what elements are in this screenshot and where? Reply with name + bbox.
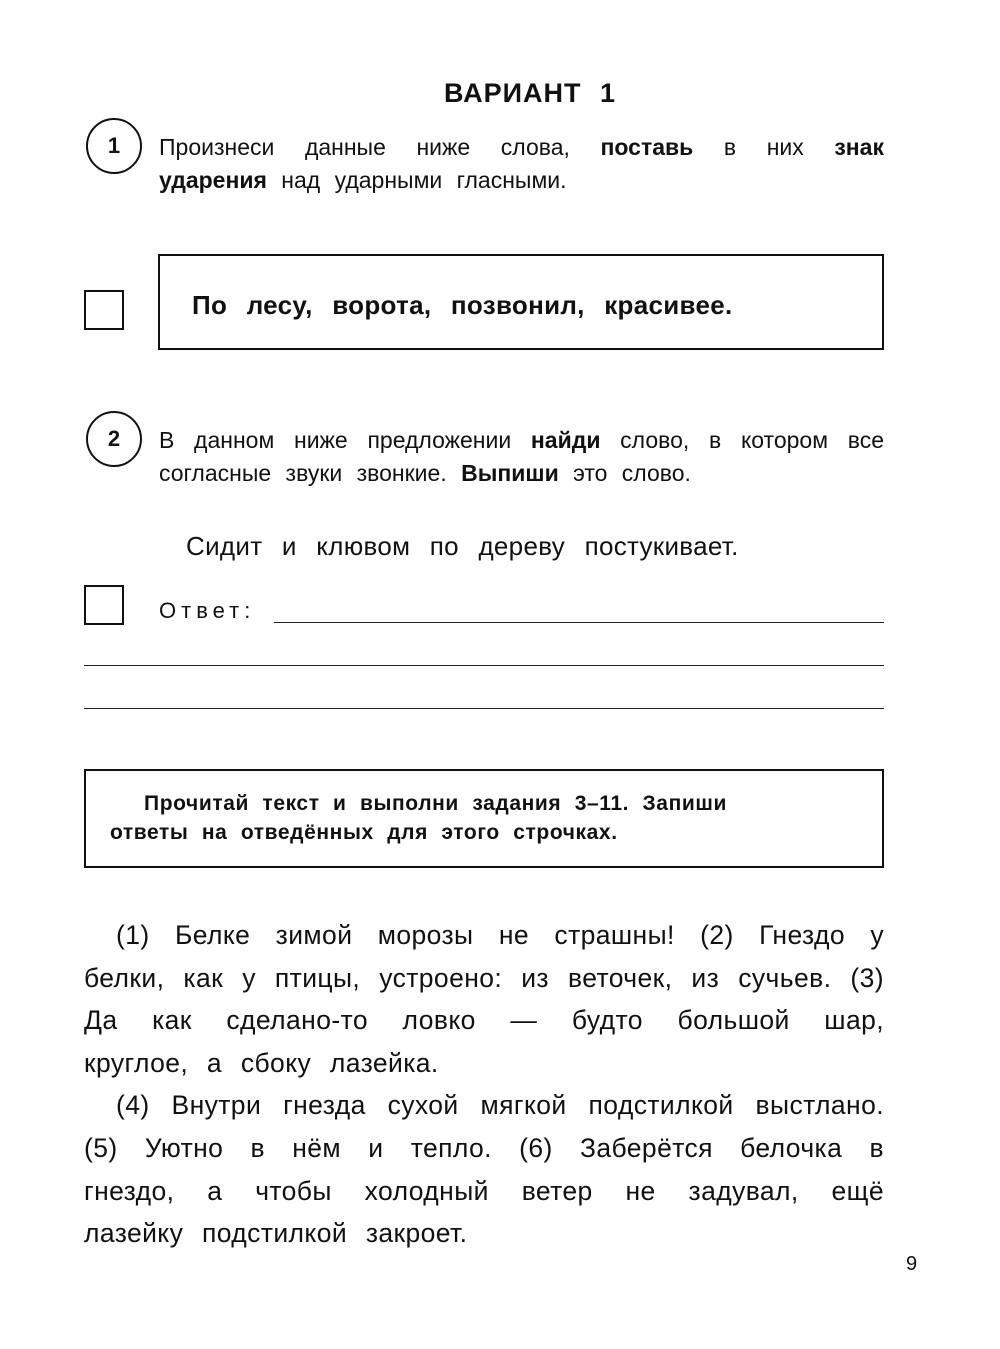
task-1-bold-1: поставь	[600, 134, 694, 160]
instruction-line-1: Прочитай текст и выполни задания 3–11. Запиши	[144, 792, 727, 815]
task-1-words-frame	[158, 254, 884, 350]
task-2-bold-1: найди	[530, 427, 601, 453]
answer-line-1[interactable]	[274, 622, 884, 623]
task-2-text-3: это слово.	[558, 460, 691, 486]
answer-line-3[interactable]	[84, 708, 884, 709]
task-1-text-3: над ударными гласными.	[266, 167, 567, 193]
answer-label: Ответ:	[159, 598, 256, 623]
task-2-text-2: слово, в котором все согласные звуки звонкие.	[159, 427, 884, 486]
task-1-text-2: в них	[693, 134, 835, 160]
instruction-box	[84, 769, 884, 868]
instruction-line-2: ответы на отведённых для этого строчках.	[110, 821, 618, 844]
story-text	[84, 914, 884, 1255]
task-2-score-box[interactable]	[84, 585, 124, 625]
task-2-bold-2: Выпиши	[461, 460, 559, 486]
task-1-score-box[interactable]	[84, 290, 124, 330]
page-number: 9	[906, 1253, 918, 1275]
task-2-number: 2	[86, 411, 142, 467]
task-1-text-1: Произнеси данные ниже слова,	[159, 134, 601, 160]
task-1-instruction	[159, 131, 884, 197]
story-paragraph-1: (1) Белке зимой морозы не страшны! (2) Гнездо у белки, как у птицы, устроено: из веточек, из сучьев. (3) Да как сделано-то ловко — будто большой шар, круглое, а сбоку лазейка.	[84, 920, 884, 1078]
task-2-instruction	[159, 424, 884, 490]
task-2-sentence: Сидит и клювом по дереву постукивает.	[186, 531, 739, 561]
variant-title: ВАРИАНТ 1	[443, 78, 617, 108]
answer-line-2[interactable]	[84, 665, 884, 666]
story-paragraph-2: (4) Внутри гнезда сухой мягкой подстилкой выстлано. (5) Уютно в нём и тепло. (6) Заберётся белочка в гнездо, а чтобы холодный ветер не задувал, ещё лазейку подстилкой закроет.	[84, 1090, 884, 1249]
task-1-bold-2: знак ударения	[159, 134, 884, 193]
task-2-text-1: В данном ниже предложении	[159, 427, 531, 453]
task-1-words: По лесу, ворота, позвонил, красивее.	[192, 290, 733, 320]
task-1-number: 1	[86, 118, 142, 174]
